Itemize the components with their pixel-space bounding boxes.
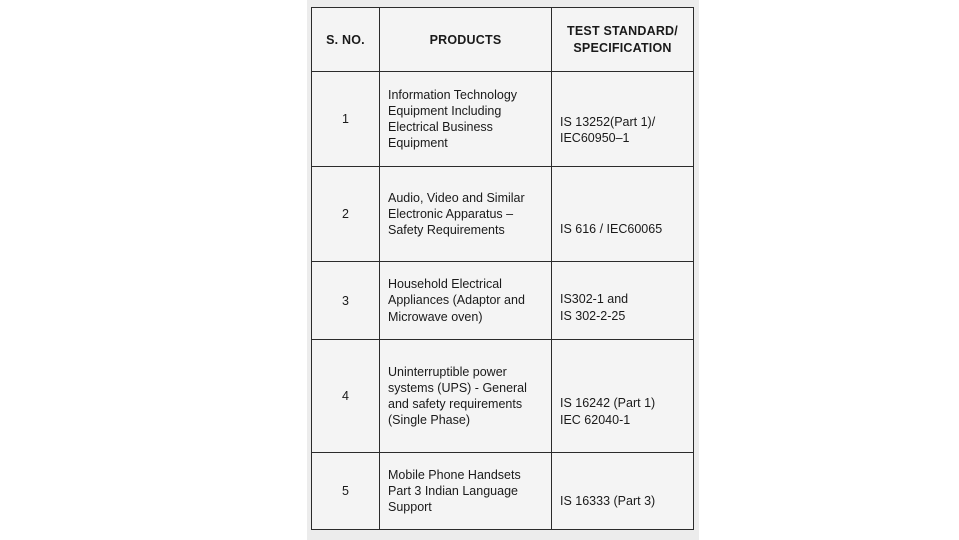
row-product: Household Electrical Appliances (Adaptor and Microwave oven) bbox=[380, 262, 552, 340]
header-products: PRODUCTS bbox=[380, 8, 552, 72]
table-row bbox=[312, 340, 694, 453]
header-test-standard: TEST STANDARD/ SPECIFICATION bbox=[552, 8, 694, 72]
row-sno: 3 bbox=[312, 262, 380, 340]
row-sno: 4 bbox=[312, 340, 380, 453]
row-standard: IS 13252(Part 1)/ IEC60950–1 bbox=[552, 72, 694, 167]
row-sno: 5 bbox=[312, 453, 380, 530]
row-product: Uninterruptible power systems (UPS) - General and safety requirements (Single Phase) bbox=[380, 340, 552, 453]
table-header-row bbox=[312, 8, 694, 72]
standards-table bbox=[311, 7, 694, 530]
row-product: Mobile Phone Handsets Part 3 Indian Language Support bbox=[380, 453, 552, 530]
row-standard: IS 16333 (Part 3) bbox=[552, 453, 694, 530]
row-standard: IS302-1 and IS 302-2-25 bbox=[552, 262, 694, 340]
table-row bbox=[312, 167, 694, 262]
row-product: Audio, Video and Similar Electronic Apparatus – Safety Requirements bbox=[380, 167, 552, 262]
table-row bbox=[312, 453, 694, 530]
table-row bbox=[312, 262, 694, 340]
row-product: Information Technology Equipment Including Electrical Business Equipment bbox=[380, 72, 552, 167]
row-standard: IS 16242 (Part 1) IEC 62040-1 bbox=[552, 340, 694, 453]
header-sno: S. NO. bbox=[312, 8, 380, 72]
row-standard: IS 616 / IEC60065 bbox=[552, 167, 694, 262]
row-sno: 1 bbox=[312, 72, 380, 167]
table-row bbox=[312, 72, 694, 167]
row-sno: 2 bbox=[312, 167, 380, 262]
